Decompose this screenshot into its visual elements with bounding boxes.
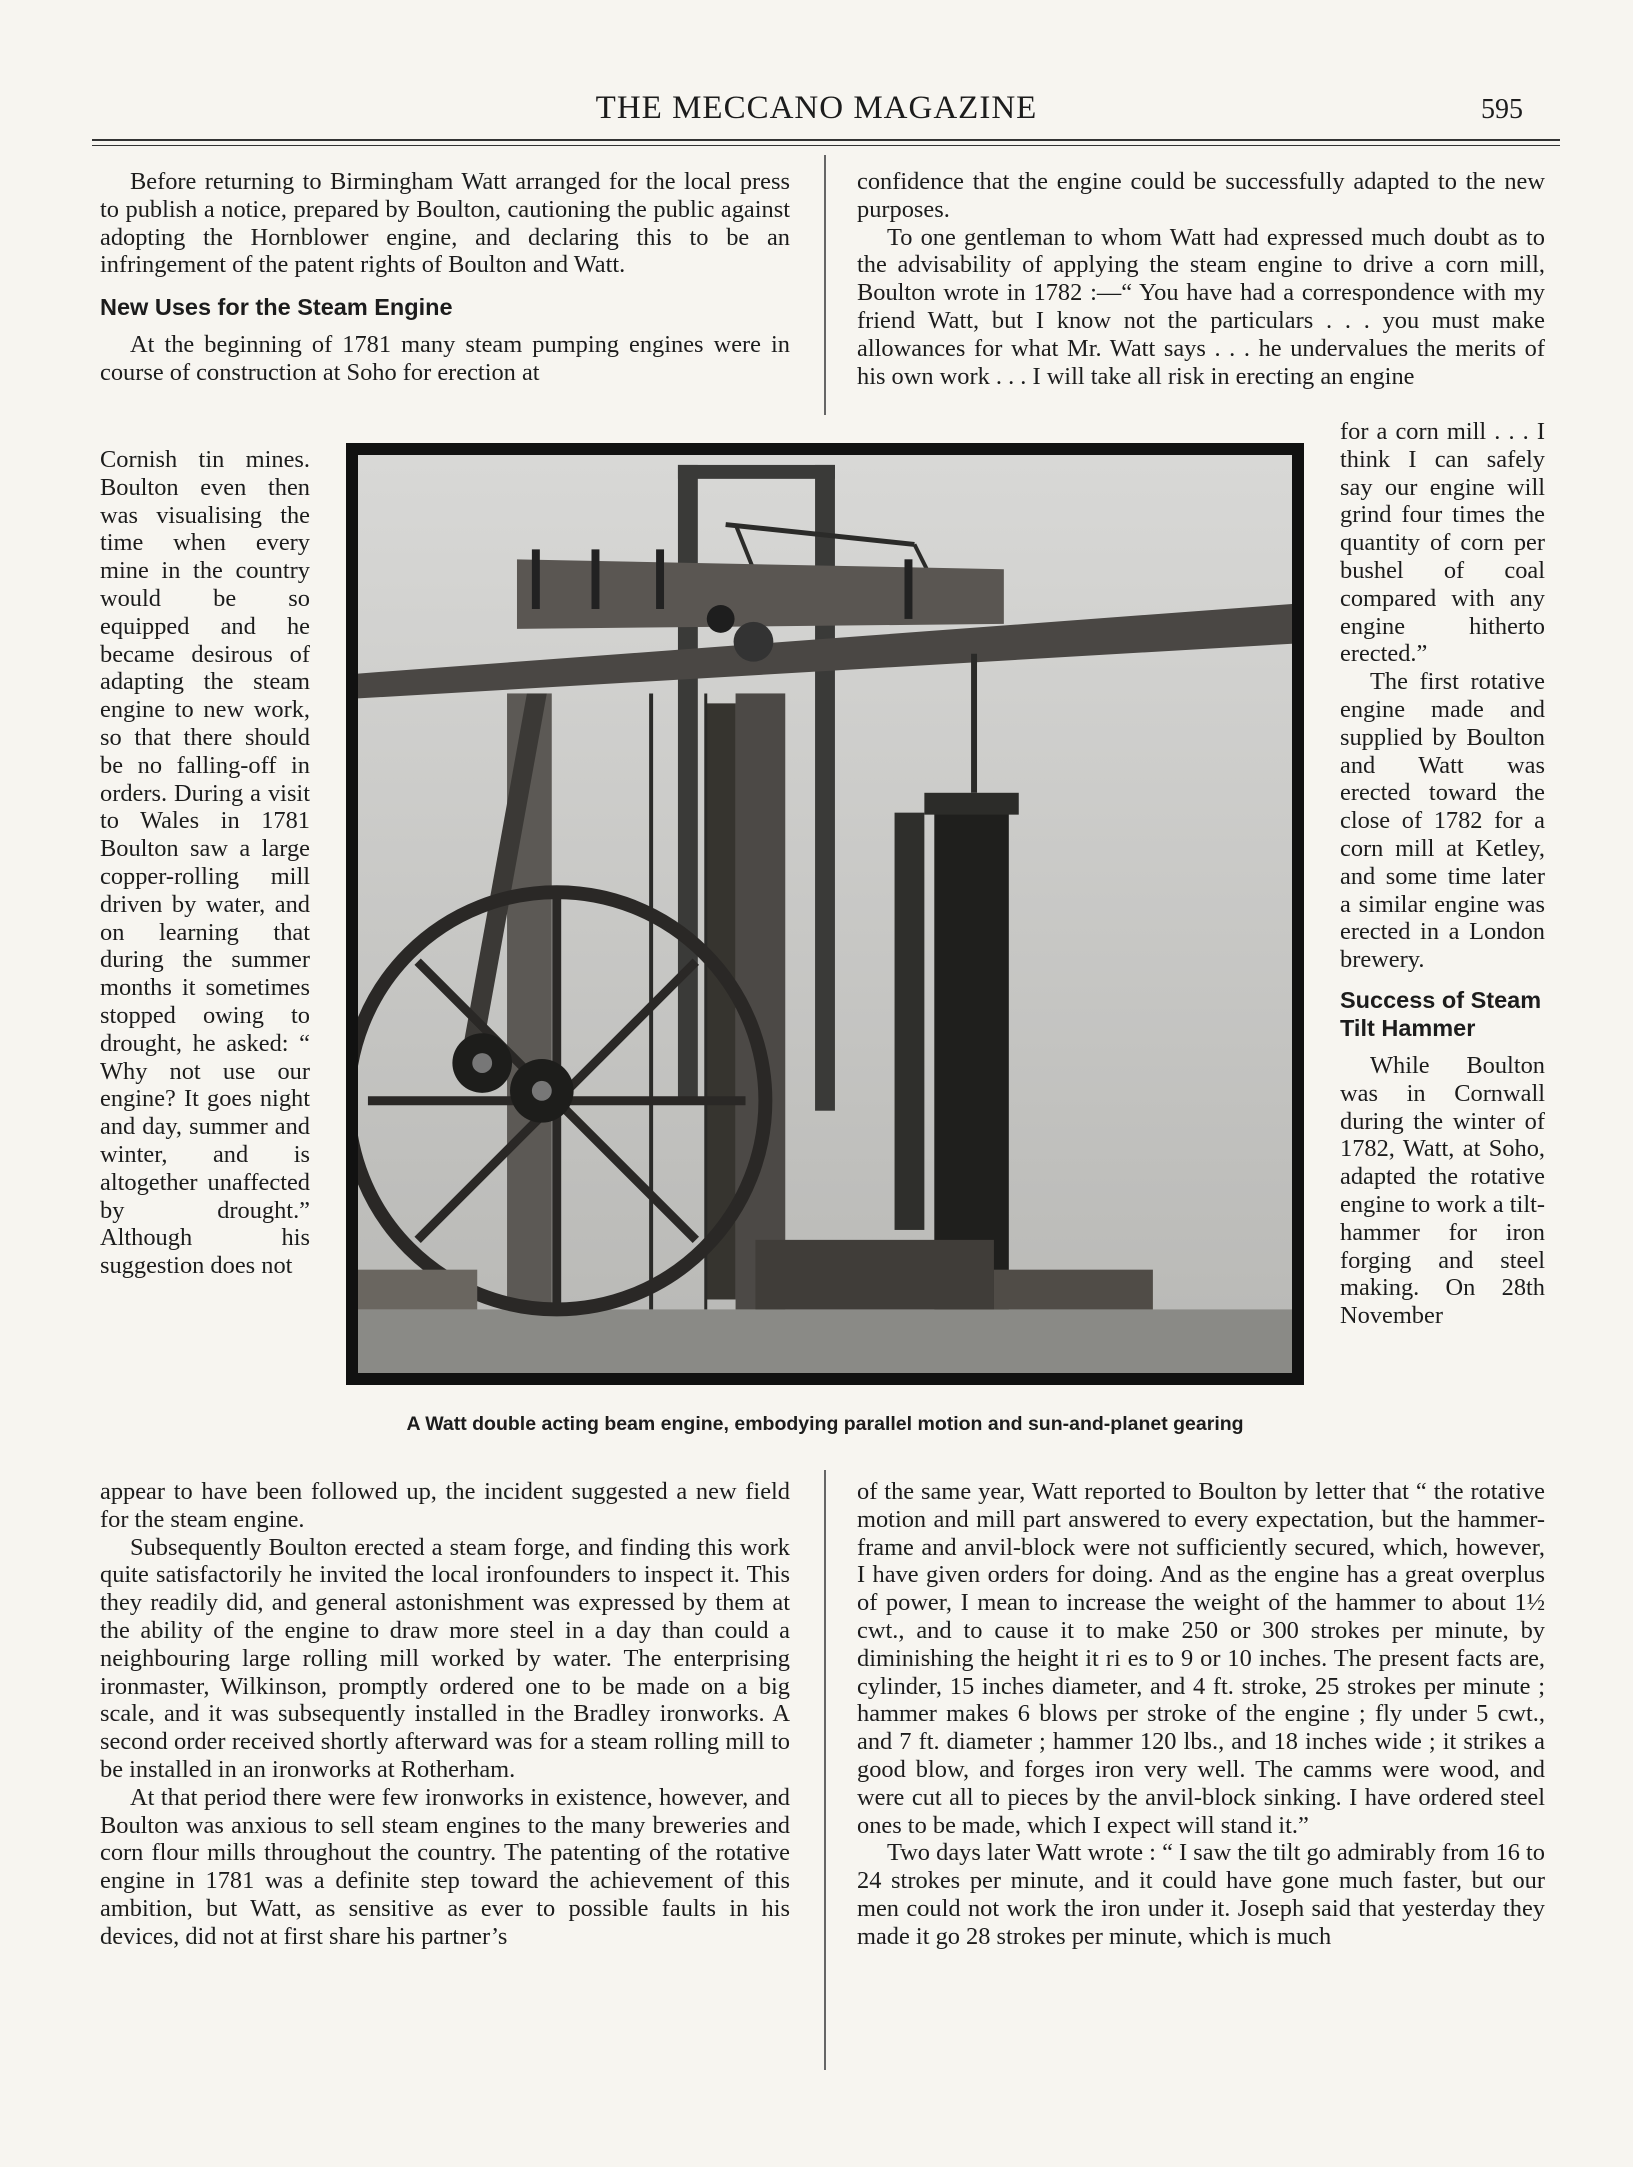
paragraph-steam-forge: Subsequently Boulton erected a steam forge, and finding this work quite satisfactorily he invited the local ironfounders to inspect it. This they readily did, and general astonishment was expressed by them at the ability of the engine to draw more steel in a day than could a neighbouring large rolling mill worked by water. The enterprising ironmaster, Wilkinson, promptly ordered one to be made on a big scale, and it was subsequently installed in the Bradley ironworks. A second order received shortly afterward was for a steam rolling mill to be installed in an ironworks at Rotherham. [100, 1533, 790, 1783]
photo-caption: A Watt double acting beam engine, embodying parallel motion and sun-and-planet gearing [406, 1413, 1244, 1435]
paragraph-corn-mill-letter: To one gentleman to whom Watt had expressed much doubt as to the advisability of applying the steam engine to drive a corn mill, Boulton wrote in 1782 :—“ You have had a correspondence with my friend Watt, but I know not the particulars . . . you must make allowances for what Mr. Watt says . . . he undervalues the merits of his own work . . . I will take all risk in erecting an engine [857, 223, 1545, 390]
paragraph-ironworks: At that period there were few ironworks in existence, however, and Boulton was anxious to sell steam engines to the many breweries and corn flour mills throughout the country. The patenting of the rotative engine in 1781 was a definite step toward the achievement of this ambition, but Watt, as sensitive as ever to possible faults in his devices, did not at first share his partner’s [100, 1783, 790, 1950]
paragraph-tilt-hammer: While Boulton was in Cornwall during the winter of 1782, Watt, at Soho, adapted the rotative engine to work a tilt-hammer for iron forging and steel making. On 28th November [1340, 1051, 1545, 1330]
right-column-top [857, 168, 1545, 390]
left-column-top [100, 168, 790, 387]
heading-new-uses: New Uses for the Steam Engine [100, 294, 453, 321]
left-column-narrow [100, 446, 310, 1280]
paragraph-1781-start: At the beginning of 1781 many steam pumping engines were in course of construction at Soho for erection at [100, 331, 790, 386]
right-column-bottom [857, 1478, 1545, 1951]
beam-engine-photo [346, 443, 1304, 1385]
paragraph-corn-mill-cont: for a corn mill . . . I think I can safely say our engine will grind four times the quantity of corn per bushel of coal compared with any engine hitherto erected.” [1340, 418, 1545, 668]
left-column-bottom [100, 1478, 790, 1951]
right-column-narrow [1340, 418, 1545, 1330]
beam-engine-illustration [358, 455, 1292, 1373]
column-divider-top [824, 155, 826, 415]
paragraph-two-days-later: Two days later Watt wrote : “ I saw the tilt go admirably from 16 to 24 strokes per minute, and it could have gone much faster, but our men could not work the iron under it. Joseph said that yesterday they made it go 28 strokes per minute, which is much [857, 1839, 1545, 1950]
heading-tilt-hammer: Success of Steam Tilt Hammer [1340, 986, 1542, 1041]
paragraph-cornish-mines: Cornish tin mines. Boulton even then was visualising the time when every mine in the country would be so equipped and he became desirous of adapting the steam engine to new work, so that there should be no falling-off in orders. During a visit to Wales in 1781 Boulton saw a large copper-rolling mill driven by water, and on learning that during the summer months it sometimes stopped owing to drought, he asked: “ Why not use our engine? It goes night and day, summer and winter, and is altogether unaffected by drought.” Although his suggestion does not [100, 446, 310, 1280]
photo-image [358, 455, 1292, 1373]
paragraph-first-rotative: The first rotative engine made and supplied by Boulton and Watt was erected toward the close of 1782 for a corn mill at Ketley, and some time later a similar engine was erected in a London brewery. [1340, 668, 1545, 974]
paragraph-watt-report: of the same year, Watt reported to Boulton by letter that “ the rotative motion and mill part answered to every expectation, but the hammer-frame and anvil-block were not sufficiently secured, which, however, I have given orders for doing. And as the engine has a great overplus of power, I mean to increase the weight of the hammer to about 1½ cwt., and to cause it to make 250 or 300 strokes per minute, by diminishing the height it ri es to 9 or 10 inches. The present facts are, cylinder, 15 inches diameter, and 4 ft. stroke, 25 strokes per minute ; hammer makes 6 blows per stroke of the engine ; fly under 5 cwt., and 7 ft. diameter ; hammer 120 lbs., and 18 inches wide ; it strikes a good blow, and forges iron very well. The camms were wood, and were cut all to pieces by the anvil-block sinking. I have ordered steel ones to be made, which I expect will stand it.” [857, 1478, 1545, 1839]
column-divider-bottom [824, 1470, 826, 2070]
paragraph-confidence: confidence that the engine could be successfully adapted to the new purposes. [857, 168, 1545, 223]
paragraph-hornblower: Before returning to Birmingham Watt arranged for the local press to publish a notice, prepared by Boulton, cautioning the public against adopting the Hornblower engine, and declaring this to be an infringement of the patent rights of Boulton and Watt. [100, 168, 790, 279]
header-rule-bottom [92, 145, 1560, 146]
page-number: 595 [1481, 94, 1523, 125]
paragraph-new-field: appear to have been followed up, the incident suggested a new field for the steam engine. [100, 1478, 790, 1533]
magazine-title: THE MECCANO MAGAZINE [595, 90, 1038, 126]
header-rule-top [92, 139, 1560, 141]
